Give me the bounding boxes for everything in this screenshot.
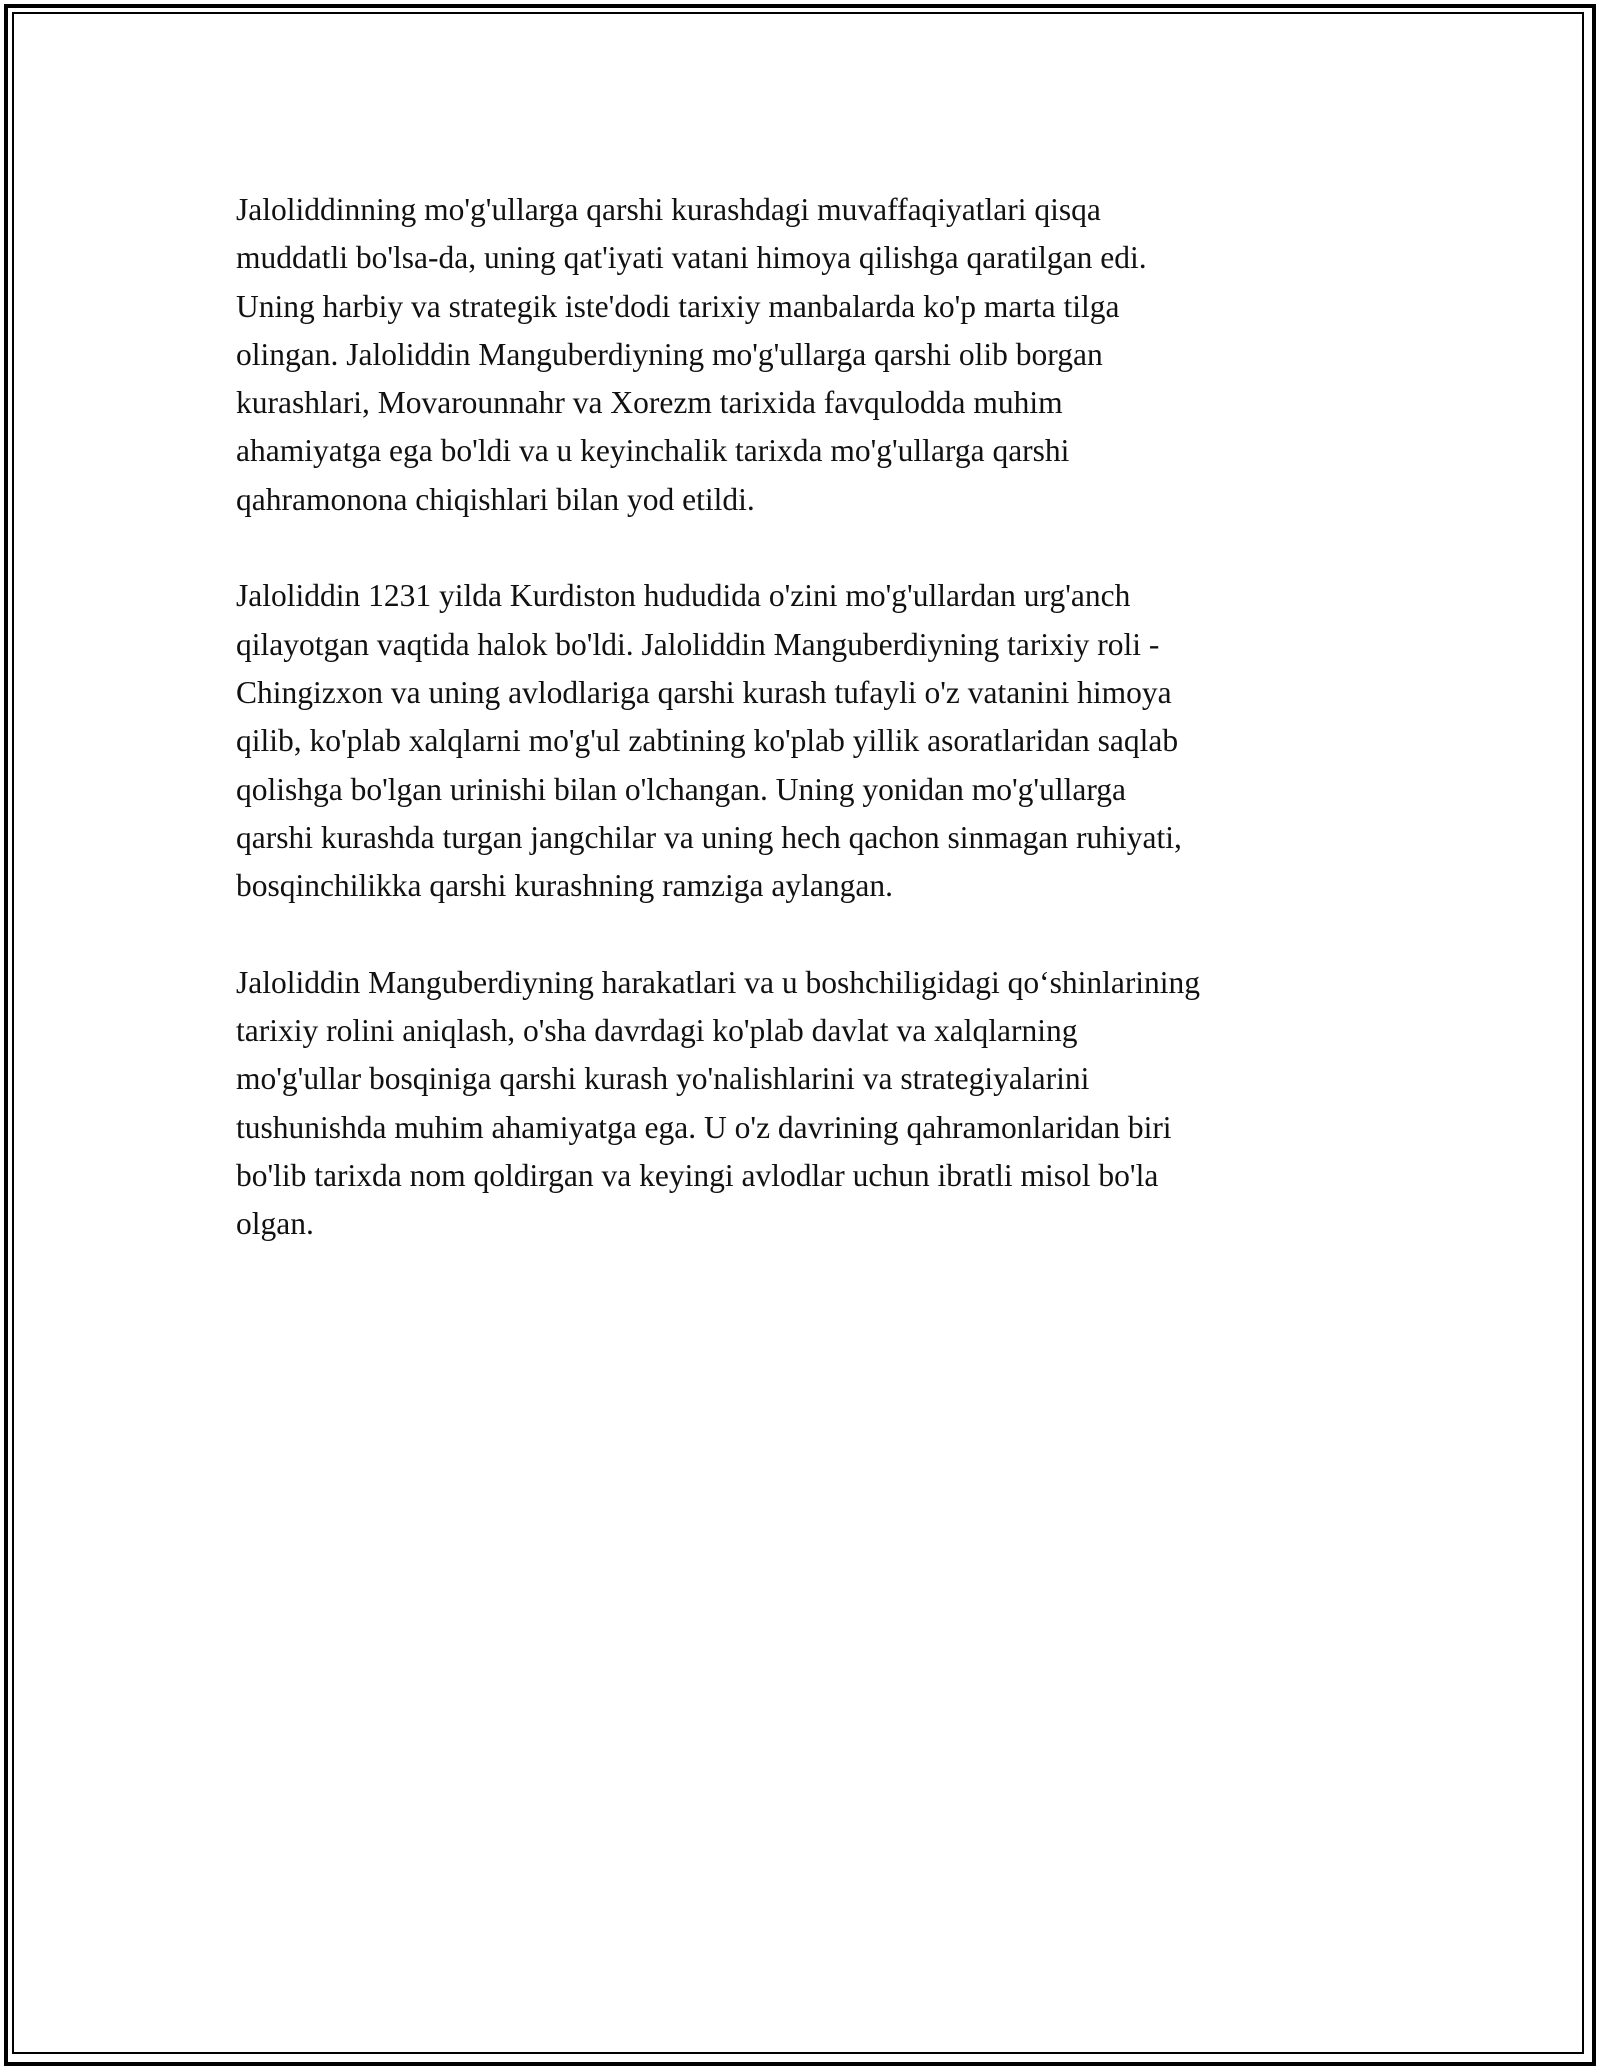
paragraph-1: Jaloliddinning mo'g'ullarga qarshi kurashdagi muvaffaqiyatlari qisqa muddatli bo'lsa-da, uning qat'iyati vatani himoya qilishga qaratilgan edi. Uning harbiy va strategik iste'dodi tarixiy manbalarda ko'p marta tilga olingan. Jaloliddin Manguberdiyning mo'g'ullarga qarshi olib borgan kurashlari, Movarounnahr va Xorezm tarixida favqulodda muhim ahamiyatga ega bo'ldi va u keyinchalik tarixda mo'g'ullarga qarshi qahramonona chiqishlari bilan yod etildi. [236,192,1147,517]
paragraph-3: Jaloliddin Manguberdiyning harakatlari va u boshchiligidagi qo‘shinlarining tarixiy rolini aniqlash, o'sha davrdagi ko'plab davlat va xalqlarning mo'g'ullar bosqiniga qarshi kurash yo'nalishlarini va strategiyalarini tushunishda muhim ahamiyatga ega. U o'z davrining qahramonlaridan biri bo'lib tarixda nom qoldirgan va keyingi avlodlar uchun ibratli misol bo'la olgan. [236,964,1201,1242]
document-body [236,186,1386,1297]
paragraph-2: Jaloliddin 1231 yilda Kurdiston hududida o'zini mo'g'ullardan urg'anch qilayotgan vaqtida halok bo'ldi. Jaloliddin Manguberdiyning tarixiy roli - Chingizxon va uning avlodlariga qarshi kurash tufayli o'z vatanini himoya qilib, ko'plab xalqlarni mo'g'ul zabtining ko'plab yillik asoratlaridan saqlab qolishga bo'lgan urinishi bilan o'lchangan. Uning yonidan mo'g'ullarga qarshi kurashda turgan jangchilar va uning hech qachon sinmagan ruhiyati, bosqinchilikka qarshi kurashning ramziga aylangan. [236,578,1182,904]
